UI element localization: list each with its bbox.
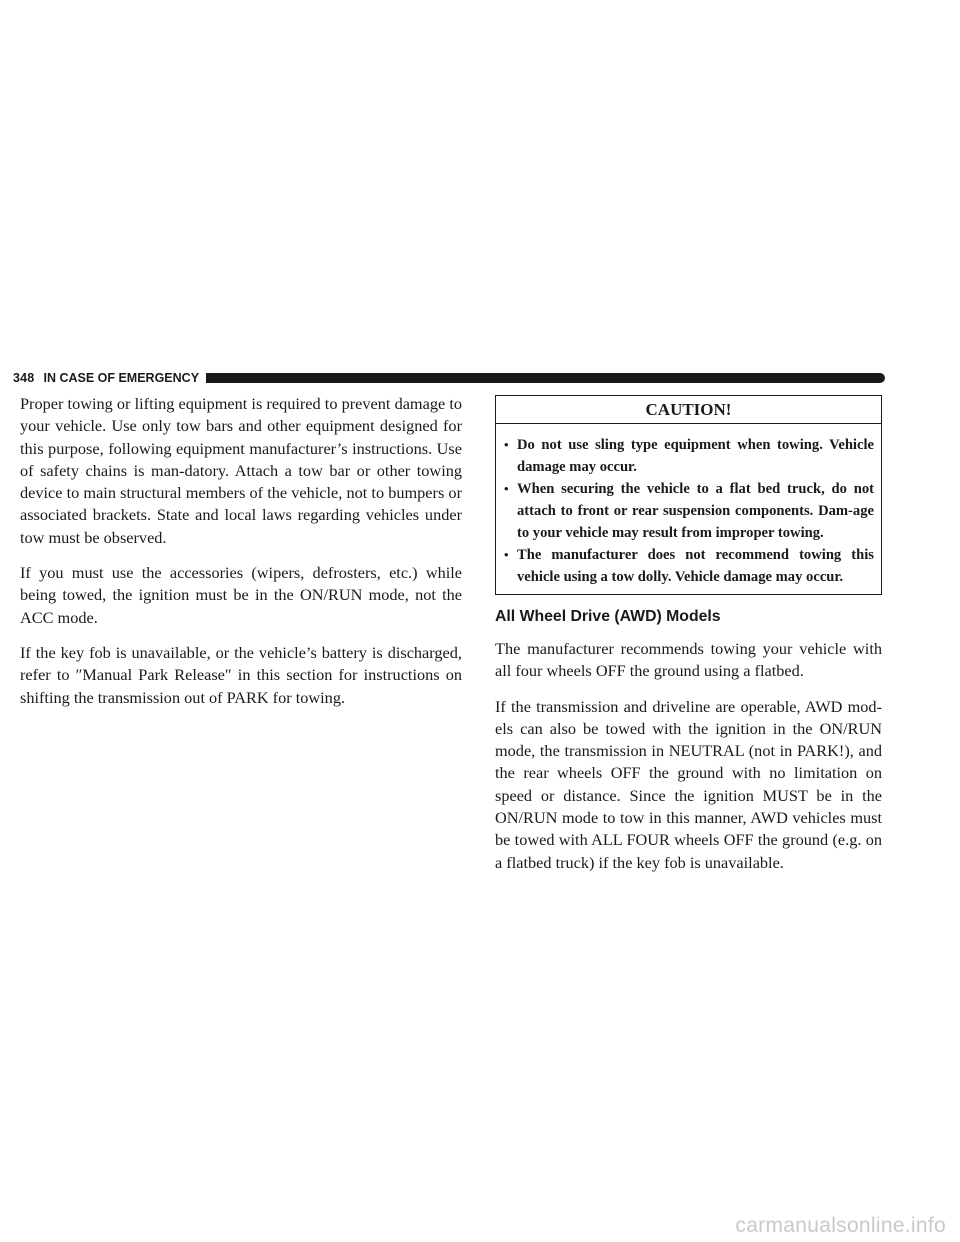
right-column [495, 395, 882, 887]
page-header [13, 371, 885, 385]
left-column [20, 393, 462, 722]
awd-heading: All Wheel Drive (AWD) Models [495, 608, 721, 625]
caution-item [504, 434, 874, 478]
caution-item [504, 544, 874, 588]
header-rule [206, 373, 885, 383]
caution-list [496, 424, 881, 594]
paragraph-key-fob: If the key fob is unavailable, or the vehicle’s battery is discharged, refer to ″Manual Park Release″ in this section for instructions on shifting the transmission out of PARK for towing. [20, 642, 462, 707]
caution-item-text: The manufacturer does not recommend towing this vehicle using a tow dolly. Vehicle damage may occur. [517, 547, 874, 585]
caution-title: CAUTION! [496, 396, 881, 424]
bullet-icon: • [504, 547, 509, 562]
caution-item-text: When securing the vehicle to a flat bed truck, do not attach to front or rear suspension components. Dam-age to your vehicle may result from improper towing. [517, 481, 874, 541]
section-title: IN CASE OF EMERGENCY [43, 371, 200, 385]
paragraph-towing-equipment: Proper towing or lifting equipment is required to prevent damage to your vehicle. Use only tow bars and other equipment designed for this purpose, following equipment manufacturer’s instructions. Use of safety chains is man-datory. Attach a tow bar or other towing device to main structural members of the vehicle, not to bumpers or associated brackets. State and local laws regarding vehicles under tow must be observed. [20, 394, 462, 547]
caution-box [495, 395, 882, 595]
paragraph-accessories: If you must use the accessories (wipers, defrosters, etc.) while being towed, the ignition must be in the ON/RUN mode, not the ACC mode. [20, 563, 462, 627]
caution-item-text: Do not use sling type equipment when towing. Vehicle damage may occur. [517, 437, 874, 475]
page-number: 348 [13, 371, 35, 385]
bullet-icon: • [504, 481, 509, 496]
paragraph-awd-towing: If the transmission and driveline are operable, AWD mod-els can also be towed with the ignition in the ON/RUN mode, the transmission in NEUTRAL (not in PARK!), and the rear wheels OFF the ground with no limitation on speed or distance. Since the ignition MUST be in the ON/RUN mode to tow in this manner, AWD vehicles must be towed with ALL FOUR wheels OFF the ground (e.g. on a flatbed truck) if the key fob is unavailable. [495, 696, 882, 872]
watermark: carmanualsonline.info [735, 1214, 946, 1237]
paragraph-awd-flatbed: The manufacturer recommends towing your vehicle with all four wheels OFF the ground using a flatbed. [495, 639, 882, 681]
bullet-icon: • [504, 437, 509, 452]
caution-item [504, 478, 874, 544]
